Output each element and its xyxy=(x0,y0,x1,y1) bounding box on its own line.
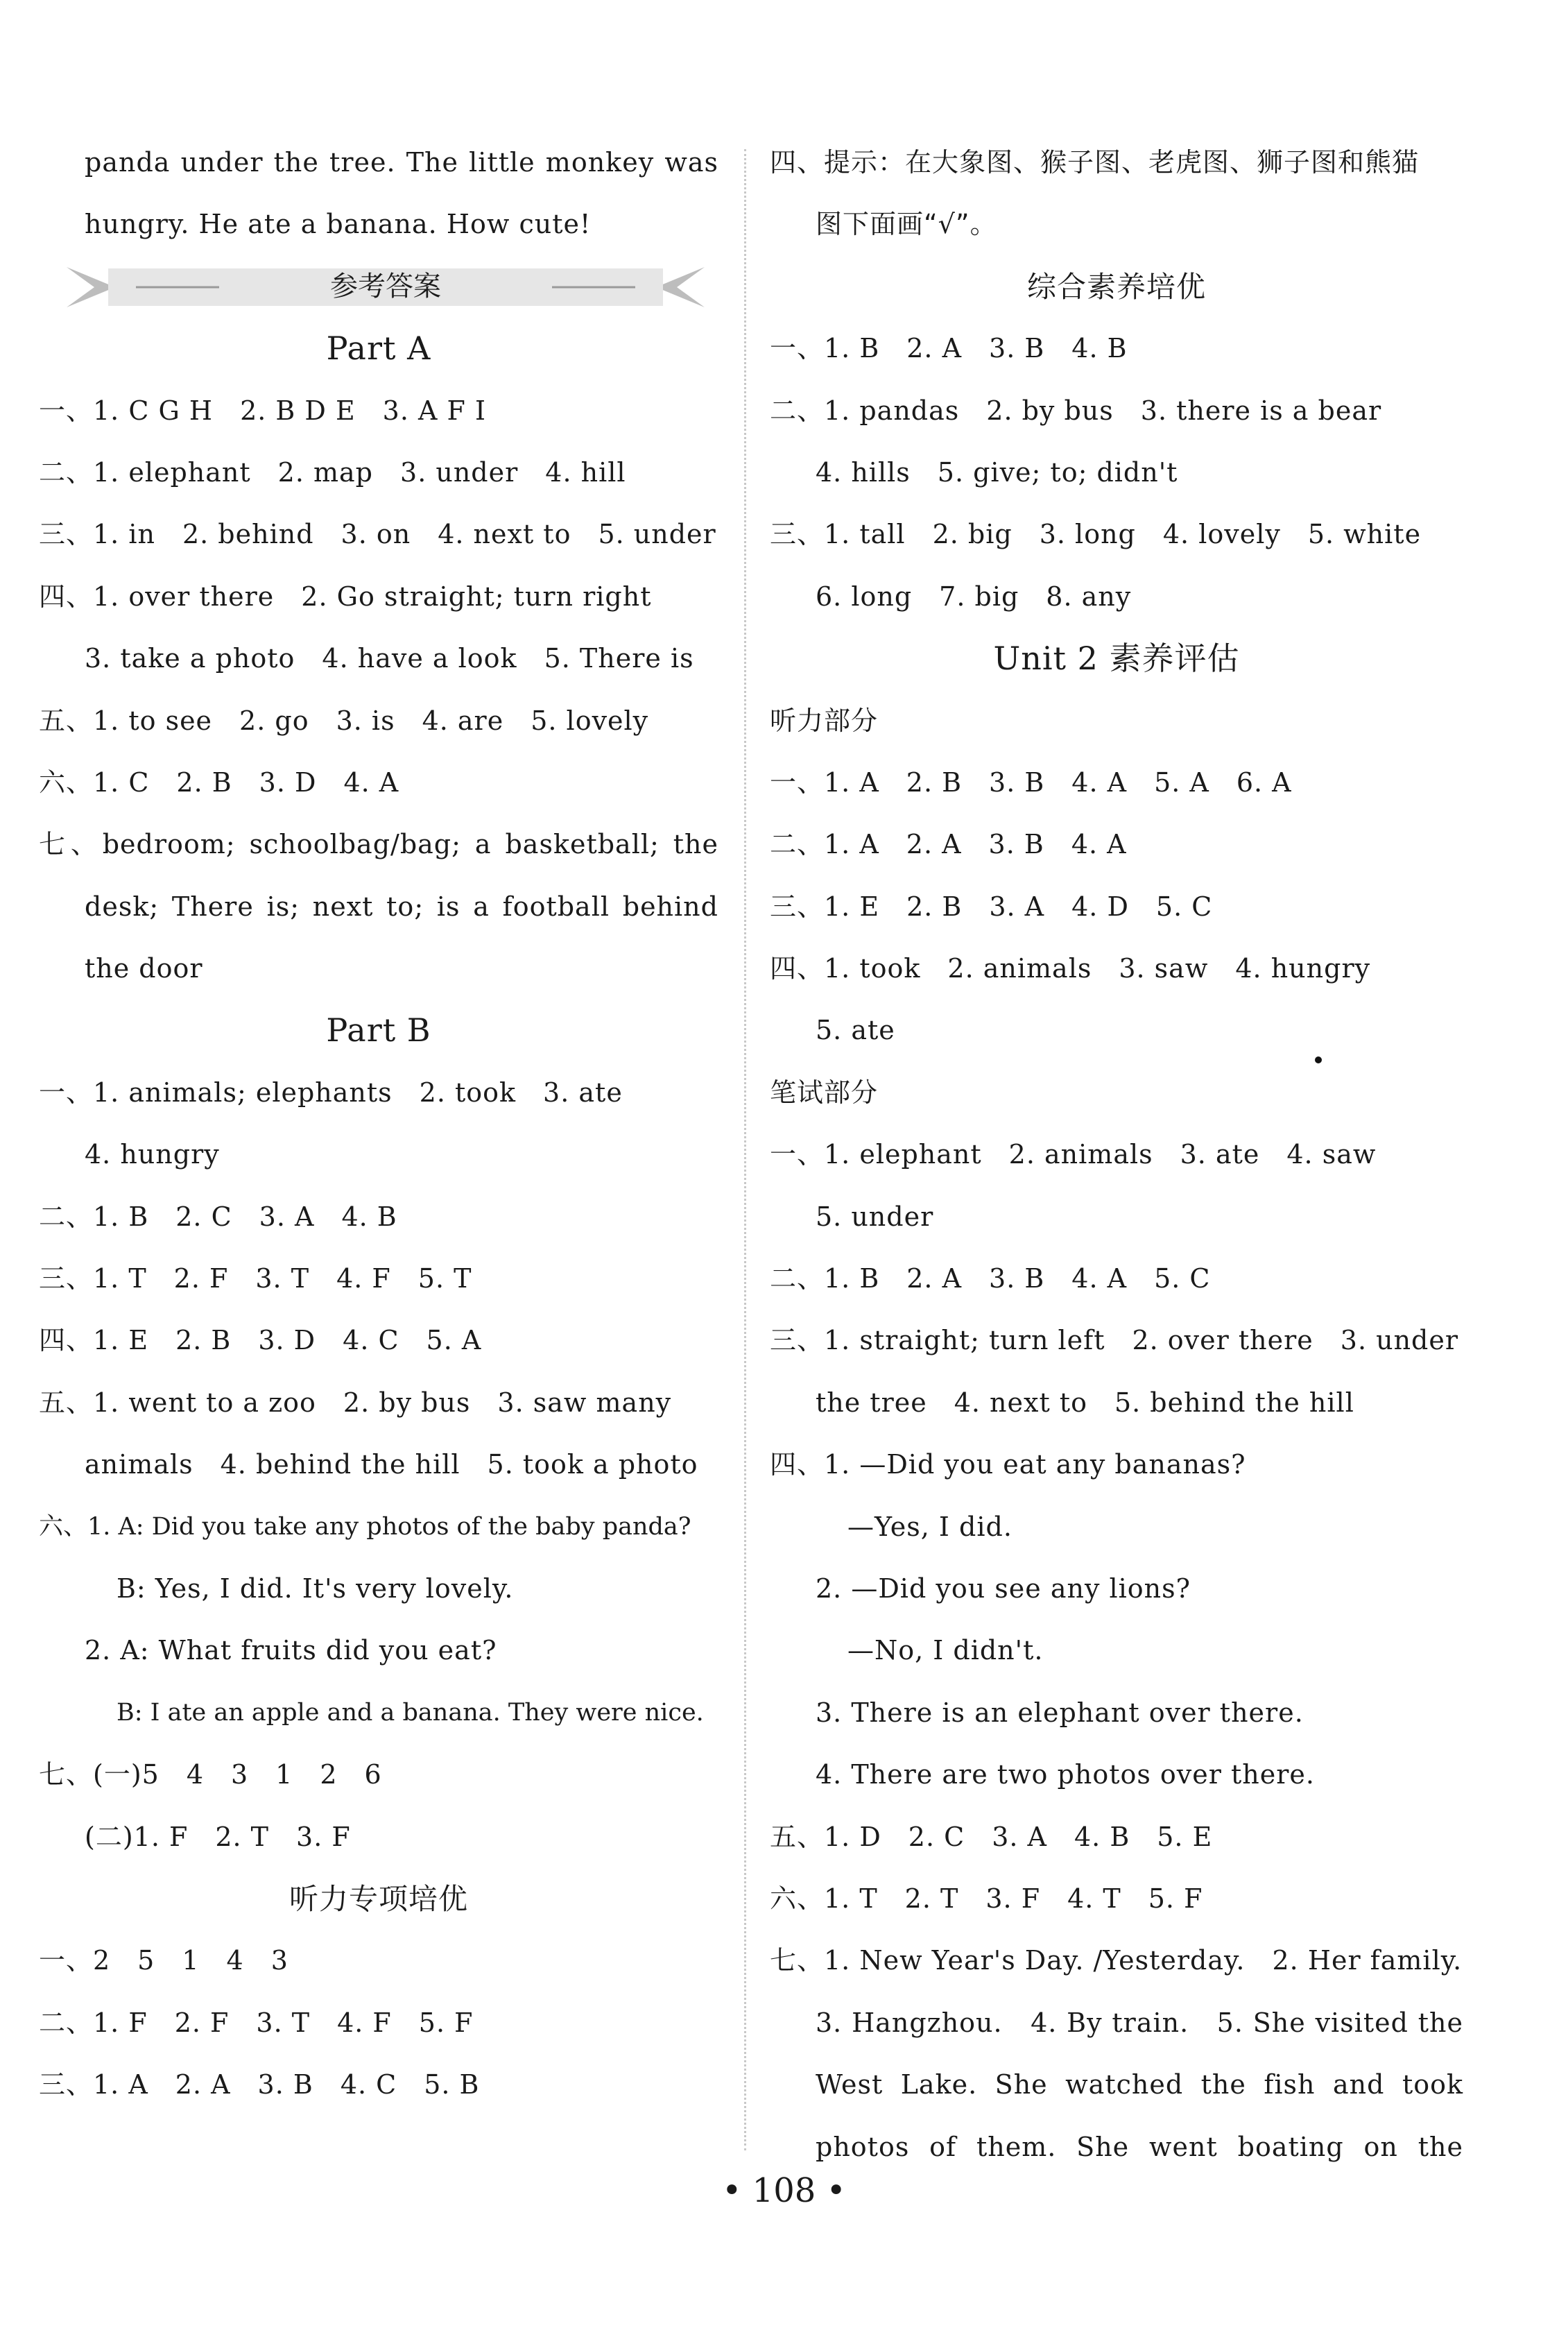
answer-line: 五、1. went to a zoo 2. by bus 3. saw many xyxy=(39,1387,672,1418)
answer-line: 4. hungry xyxy=(85,1139,220,1170)
part-b-title: Part B xyxy=(326,1011,431,1050)
listening-label: 听力部分 xyxy=(770,705,879,736)
answer-line: photos of them. She went boating on the xyxy=(816,2131,1463,2162)
answer-line: —No, I didn't. xyxy=(847,1635,1044,1666)
answer-line: desk; There is; next to; is a football behind xyxy=(85,891,718,922)
answer-line: 4. There are two photos over there. xyxy=(816,1759,1315,1790)
answer-line: animals 4. behind the hill 5. took a photo xyxy=(85,1449,698,1480)
answer-line: 七、1. New Year's Day. /Yesterday. 2. Her family. xyxy=(770,1945,1463,1976)
left-column xyxy=(39,132,718,2116)
answer-line: 3. There is an elephant over there. xyxy=(816,1697,1304,1728)
answer-line: 3. take a photo 4. have a look 5. There is xyxy=(85,643,694,674)
answer-line: 六、1. T 2. T 3. F 4. T 5. F xyxy=(770,1883,1203,1914)
answer-line: B: I ate an apple and a banana. They were nice. xyxy=(117,1698,704,1727)
listening-special-title: 听力专项培优 xyxy=(288,1881,468,1916)
answer-line: 5. under xyxy=(816,1201,934,1232)
answer-line: 三、1. T 2. F 3. T 4. F 5. T xyxy=(39,1263,472,1294)
answer-line: 6. long 7. big 8. any xyxy=(816,581,1132,612)
column-divider xyxy=(744,149,746,2150)
answer-line: 五、1. D 2. C 3. A 4. B 5. E xyxy=(770,1821,1213,1852)
answer-line: the tree 4. next to 5. behind the hill xyxy=(816,1387,1354,1418)
page-number: • 108 • xyxy=(722,2171,846,2210)
answer-line: 一、1. animals; elephants 2. took 3. ate xyxy=(39,1077,623,1108)
comprehensive-title: 综合素养培优 xyxy=(1026,269,1206,304)
answer-line: 二、1. B 2. A 3. B 4. A 5. C xyxy=(770,1263,1211,1294)
answer-line: —Yes, I did. xyxy=(847,1511,1013,1542)
answer-line: 三、1. straight; turn left 2. over there 3. under xyxy=(770,1325,1459,1356)
intro-line: hungry. He ate a banana. How cute! xyxy=(85,209,592,240)
answer-line: 一、1. A 2. B 3. B 4. A 5. A 6. A xyxy=(770,767,1292,798)
answer-line: 七、(一)5 4 3 1 2 6 xyxy=(39,1759,382,1790)
answer-line: 一、1. B 2. A 3. B 4. B xyxy=(770,333,1128,364)
answer-line: 四、1. E 2. B 3. D 4. C 5. A xyxy=(39,1325,482,1356)
answer-line: 四、1. —Did you eat any bananas? xyxy=(770,1449,1246,1480)
answer-line: 二、1. A 2. A 3. B 4. A xyxy=(770,829,1127,860)
answer-line: 5. ate xyxy=(816,1015,895,1046)
answer-line: West Lake. She watched the fish and took xyxy=(816,2069,1463,2100)
answer-line: 五、1. to see 2. go 3. is 4. are 5. lovely xyxy=(39,705,649,736)
ribbon-title: 参考答案 xyxy=(330,270,441,302)
answer-line: 三、1. tall 2. big 3. long 4. lovely 5. white xyxy=(770,519,1422,550)
answer-line: 三、1. E 2. B 3. A 4. D 5. C xyxy=(770,891,1213,922)
part-a-title: Part A xyxy=(326,329,431,368)
intro-line: panda under the tree. The little monkey was xyxy=(85,147,718,178)
answer-line: B: Yes, I did. It's very lovely. xyxy=(117,1573,514,1604)
hint-line: 四、提示：在大象图、猴子图、老虎图、狮子图和熊猫 xyxy=(770,147,1420,178)
answer-line: 三、1. A 2. A 3. B 4. C 5. B xyxy=(39,2069,480,2100)
answer-line: 3. Hangzhou. 4. By train. 5. She visited the xyxy=(816,2007,1463,2038)
answer-line: 一、1. C G H 2. B D E 3. A F I xyxy=(39,395,486,426)
answer-line: 二、1. elephant 2. map 3. under 4. hill xyxy=(39,456,626,488)
answer-key-ribbon xyxy=(39,256,718,318)
answer-line: 2. A: What fruits did you eat? xyxy=(85,1635,497,1666)
answer-line: 四、1. over there 2. Go straight; turn right xyxy=(39,581,652,612)
answer-line: 4. hills 5. give; to; didn't xyxy=(816,456,1178,488)
answer-line: (二)1. F 2. T 3. F xyxy=(85,1821,351,1852)
answer-line: 一、1. elephant 2. animals 3. ate 4. saw xyxy=(770,1139,1377,1170)
answer-line: 2. —Did you see any lions? xyxy=(816,1573,1191,1604)
answer-line: 二、1. F 2. F 3. T 4. F 5. F xyxy=(39,2007,474,2038)
answer-line: 二、1. B 2. C 3. A 4. B xyxy=(39,1201,397,1232)
writing-label: 笔试部分 xyxy=(770,1077,879,1108)
answer-line: 一、2 5 1 4 3 xyxy=(39,1945,288,1976)
answer-line: 六、1. A: Did you take any photos of the baby panda? xyxy=(39,1512,691,1541)
hint-line: 图下面画“√”。 xyxy=(816,209,997,240)
stray-dot xyxy=(1315,1056,1322,1063)
right-column xyxy=(770,132,1463,2178)
answer-line: 六、1. C 2. B 3. D 4. A xyxy=(39,767,399,798)
answer-line: 三、1. in 2. behind 3. on 4. next to 5. under xyxy=(39,519,716,550)
answer-line: 四、1. took 2. animals 3. saw 4. hungry xyxy=(770,953,1371,984)
unit2-title: Unit 2 素养评估 xyxy=(993,640,1240,678)
answer-line: the door xyxy=(85,953,203,984)
answer-line: 七、bedroom; schoolbag/bag; a basketball; the xyxy=(39,829,718,860)
answer-line: 二、1. pandas 2. by bus 3. there is a bear xyxy=(770,395,1382,426)
